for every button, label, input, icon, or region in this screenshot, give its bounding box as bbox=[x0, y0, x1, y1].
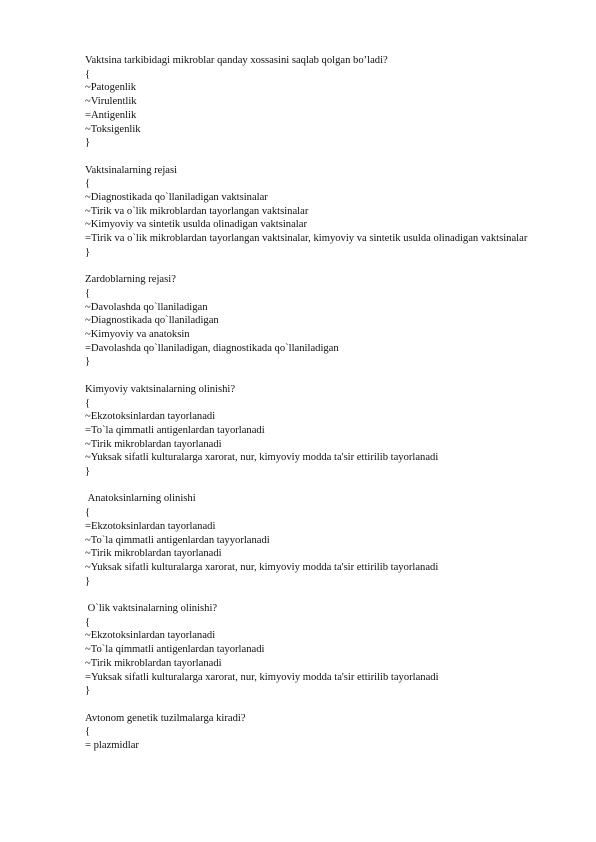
answer-option: ~Ekzotoksinlardan tayorlanadi bbox=[85, 411, 216, 423]
answer-option-correct: =Tirik va o`lik mikroblardan tayorlangan vaktsinalar, kimyoviy va sintetik usulda olinadigan vaktsinalar bbox=[85, 233, 528, 245]
answer-option: ~Kimyoviy va sintetik usulda olinadigan vaktsinalar bbox=[85, 219, 307, 231]
answer-option: ~Tirik mikroblardan tayorlanadi bbox=[85, 438, 222, 450]
open-brace: { bbox=[85, 178, 91, 190]
answer-option: ~Toksigenlik bbox=[85, 123, 141, 135]
answer-option: ~Yuksak sifatli kulturalarga xarorat, nur, kimyoviy modda ta'sir ettirilib tayorlanadi bbox=[85, 561, 439, 573]
answer-option: ~To`la qimmatli antigenlardan tayorlanadi bbox=[85, 644, 265, 656]
answer-option: ~Yuksak sifatli kulturalarga xarorat, nur, kimyoviy modda ta'sir ettirilib tayorlanadi bbox=[85, 452, 439, 464]
close-brace: } bbox=[85, 356, 91, 368]
answer-option: ~Ekzotoksinlardan tayorlanadi bbox=[85, 630, 216, 642]
question-block bbox=[85, 273, 536, 369]
open-brace: { bbox=[85, 726, 91, 738]
open-brace: { bbox=[85, 507, 91, 519]
answer-option: ~Diagnostikada qo`llaniladigan vaktsinalar bbox=[85, 192, 268, 204]
question-text: Anatoksinlarning olinishi bbox=[85, 493, 196, 505]
answer-option: ~To`la qimmatli antigenlardan tayyorlanadi bbox=[85, 534, 270, 546]
answer-option-correct: =To`la qimmatli antigenlardan tayorlanadi bbox=[85, 424, 265, 436]
answer-option-correct: =Ekzotoksinlardan tayorlanadi bbox=[85, 520, 216, 532]
answer-option: ~Tirik va o`lik mikroblardan tayorlangan vaktsinalar bbox=[85, 205, 309, 217]
open-brace: { bbox=[85, 616, 91, 628]
question-text: O`lik vaktsinalarning olinishi? bbox=[85, 603, 218, 615]
answer-option: ~Patogenlik bbox=[85, 82, 137, 94]
close-brace: } bbox=[85, 685, 91, 697]
question-text: Vaktsina tarkibidagi mikroblar qanday xossasini saqlab qolgan bo’ladi? bbox=[85, 55, 388, 66]
question-text: Vaktsinalarning rejasi bbox=[85, 164, 178, 176]
answer-option: ~Diagnostikada qo`llaniladigan bbox=[85, 315, 219, 327]
question-text: Avtonom genetik tuzilmalarga kiradi? bbox=[85, 712, 246, 724]
answer-option: ~Kimyoviy va anatoksin bbox=[85, 329, 190, 341]
answer-option-correct: = plazmidlar bbox=[85, 740, 139, 752]
answer-option: ~Davolashda qo`llaniladigan bbox=[85, 301, 208, 313]
question-block bbox=[85, 54, 536, 150]
question-text: Kimyoviy vaktsinalarning olinishi? bbox=[85, 383, 236, 395]
open-brace: { bbox=[85, 68, 91, 80]
question-block bbox=[85, 164, 536, 260]
open-brace: { bbox=[85, 287, 91, 299]
close-brace: } bbox=[85, 575, 91, 587]
close-brace: } bbox=[85, 466, 91, 478]
close-brace: } bbox=[85, 246, 91, 258]
question-text: Zardoblarning rejasi? bbox=[85, 274, 176, 286]
close-brace: } bbox=[85, 137, 91, 149]
open-brace: { bbox=[85, 397, 91, 409]
question-block bbox=[85, 492, 536, 588]
answer-option-correct: =Yuksak sifatli kulturalarga xarorat, nur, kimyoviy modda ta'sir ettirilib tayorlanadi bbox=[85, 671, 439, 683]
answer-option-correct: =Antigenlik bbox=[85, 109, 137, 121]
question-block bbox=[85, 602, 536, 698]
answer-option: ~Virulentlik bbox=[85, 96, 137, 108]
question-block bbox=[85, 712, 536, 753]
question-block bbox=[85, 383, 536, 479]
answer-option: ~Tirik mikroblardan tayorlanadi bbox=[85, 657, 222, 669]
answer-option: ~Tirik mikroblardan tayorlanadi bbox=[85, 548, 222, 560]
answer-option-correct: =Davolashda qo`llaniladigan, diagnostikada qo`llaniladigan bbox=[85, 342, 339, 354]
